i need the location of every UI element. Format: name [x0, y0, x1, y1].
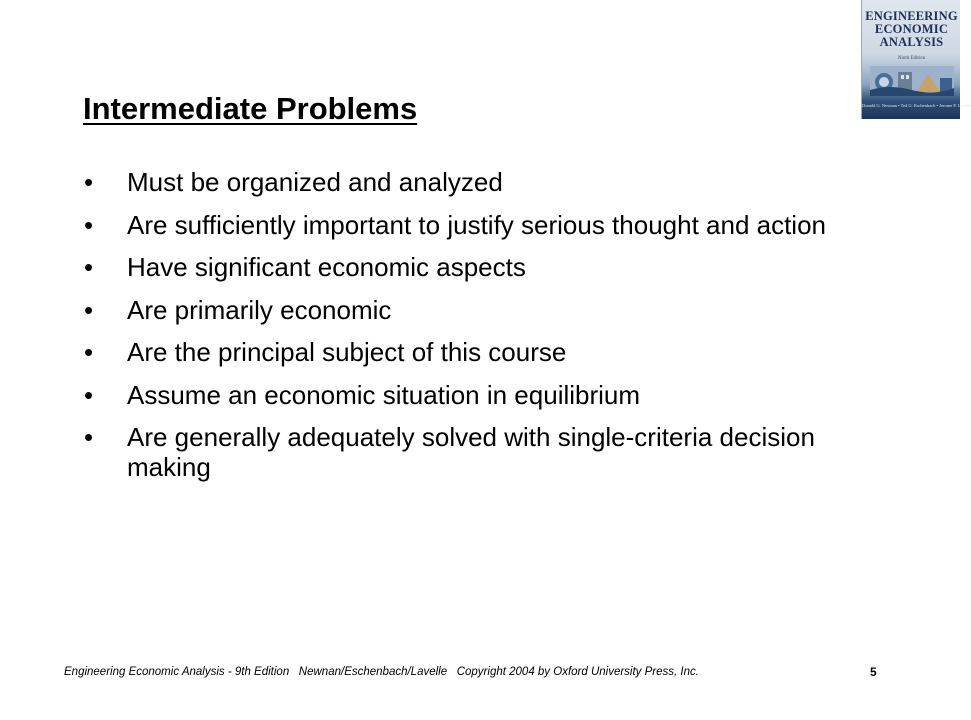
bullet-dot: • [84, 167, 94, 197]
bullet-item [84, 422, 854, 482]
bullet-dot: • [84, 294, 94, 325]
bullet-item [84, 295, 854, 325]
book-cover-title: ENGINEERING ECONOMIC ANALYSIS [865, 9, 958, 49]
bullet-dot: • [84, 422, 94, 452]
bullet-text: Are sufficiently important to justify serious thought and action [127, 209, 827, 240]
book-cover-authors: Donald G. Newnan • Ted G. Eschenbach • Jerome P. Lavelle [862, 103, 971, 108]
bullet-text: Assume an economic situation in equilibrium [127, 379, 641, 410]
book-cover-illustration [870, 66, 954, 96]
bullet-text: Must be organized and analyzed [127, 167, 503, 197]
bullet-dot: • [84, 337, 94, 367]
book-cover-image [861, 0, 971, 119]
bullet-dot: • [84, 379, 94, 410]
bullet-item [84, 252, 854, 282]
bullet-item [84, 167, 854, 197]
bullet-dot: • [84, 252, 94, 282]
bullet-text: Are generally adequately solved with single-criteria decision making [127, 422, 815, 482]
slide-title: Intermediate Problems [83, 91, 418, 126]
bullet-text: Are primarily economic [127, 294, 392, 325]
bullet-text: Have significant economic aspects [127, 252, 526, 282]
bullet-item [84, 210, 854, 240]
bullet-item [84, 380, 854, 410]
bullet-text: Are the principal subject of this course [127, 337, 567, 367]
footer-citation: Engineering Economic Analysis - 9th Edition Newnan/Eschenbach/Lavelle Copyright 2004 by Oxford University Press, Inc. [64, 666, 699, 678]
bullet-item [84, 337, 854, 367]
book-cover-edition: Ninth Edition [897, 56, 926, 61]
page-number: 5 [870, 665, 877, 679]
bullet-dot: • [84, 209, 94, 240]
bullet-list [84, 167, 854, 495]
